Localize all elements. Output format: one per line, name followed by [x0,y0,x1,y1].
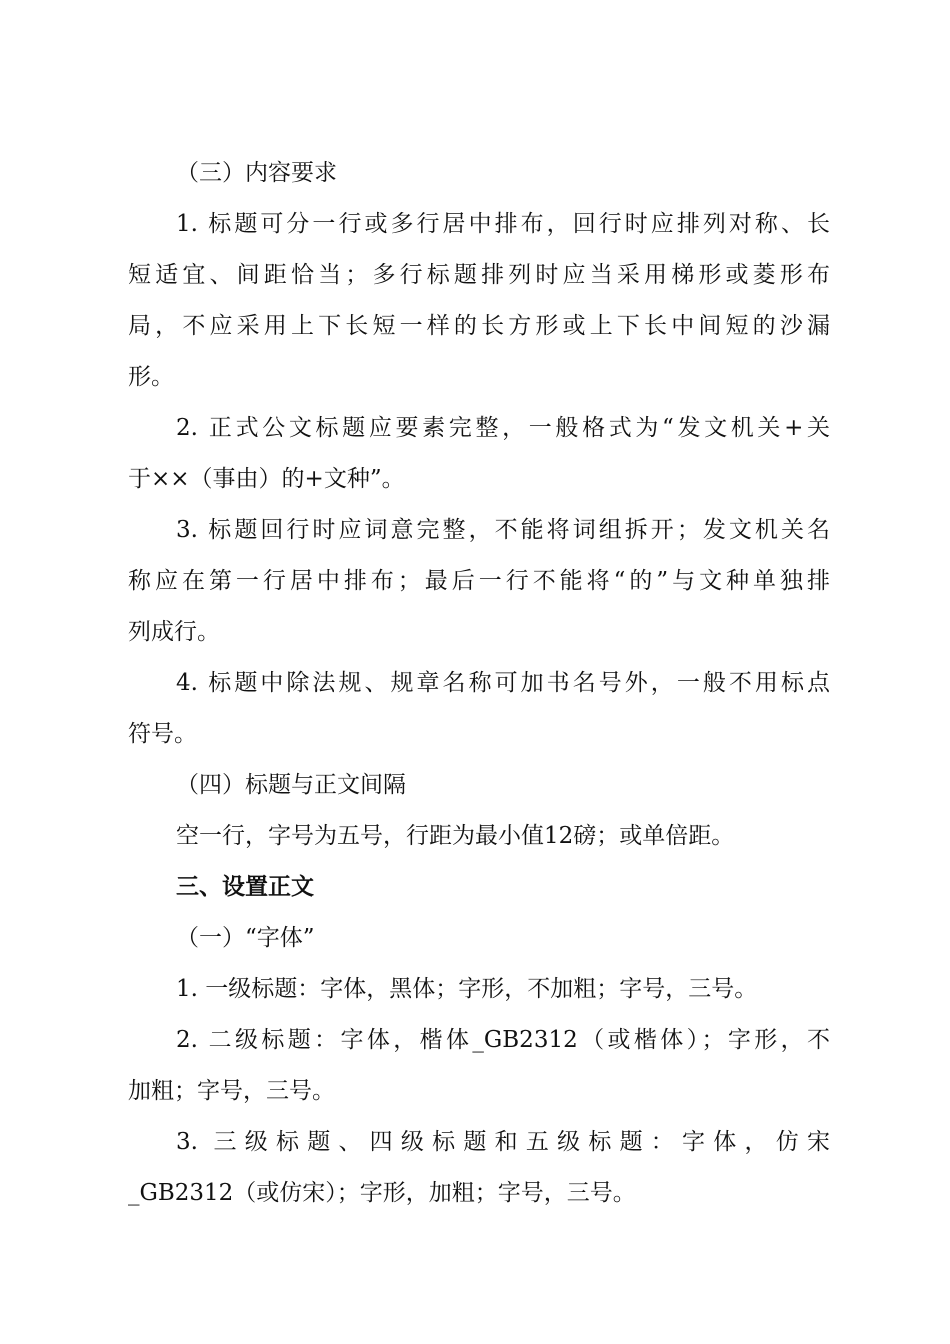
paragraph-line: 于××（事由）的+文种”。 [128,466,405,492]
paragraph-line: 加粗；字号，三号。 [128,1078,335,1104]
section-heading-font: （一）“字体” [176,925,315,951]
section-heading-content-requirements: （三）内容要求 [176,160,337,186]
paragraph-line: 1. 一级标题：字体，黑体；字形，不加粗；字号，三号。 [176,976,758,1002]
paragraph-line: 2. 二级标题：字体，楷体_GB2312（或楷体）；字形，不 [176,1027,830,1053]
paragraph-line: _GB2312（或仿宋）；字形，加粗；字号，三号。 [128,1180,636,1206]
paragraph-line: 形。 [128,364,174,390]
paragraph-line: 列成行。 [128,619,220,645]
paragraph-line: 局，不应采用上下长短一样的长方形或上下长中间短的沙漏 [128,313,830,339]
paragraph-line: 2. 正式公文标题应要素完整，一般格式为“发文机关+关 [176,415,830,441]
paragraph-line: 3. 三级标题、四级标题和五级标题：字体，仿宋 [176,1129,830,1155]
paragraph-line: 符号。 [128,721,197,747]
paragraph-line: 4. 标题中除法规、规章名称可加书名号外，一般不用标点 [176,670,830,696]
paragraph-line: 称应在第一行居中排布；最后一行不能将“的”与文种单独排 [128,568,830,594]
paragraph-line: 短适宜、间距恰当；多行标题排列时应当采用梯形或菱形布 [128,262,830,288]
paragraph-line: 空一行，字号为五号，行距为最小值12磅；或单倍距。 [176,823,735,849]
section-heading-title-spacing: （四）标题与正文间隔 [176,772,406,798]
chapter-heading-body-settings: 三、设置正文 [176,874,314,900]
paragraph-line: 3. 标题回行时应词意完整，不能将词组拆开；发文机关名 [176,517,830,543]
paragraph-line: 1. 标题可分一行或多行居中排布，回行时应排列对称、长 [176,211,830,237]
